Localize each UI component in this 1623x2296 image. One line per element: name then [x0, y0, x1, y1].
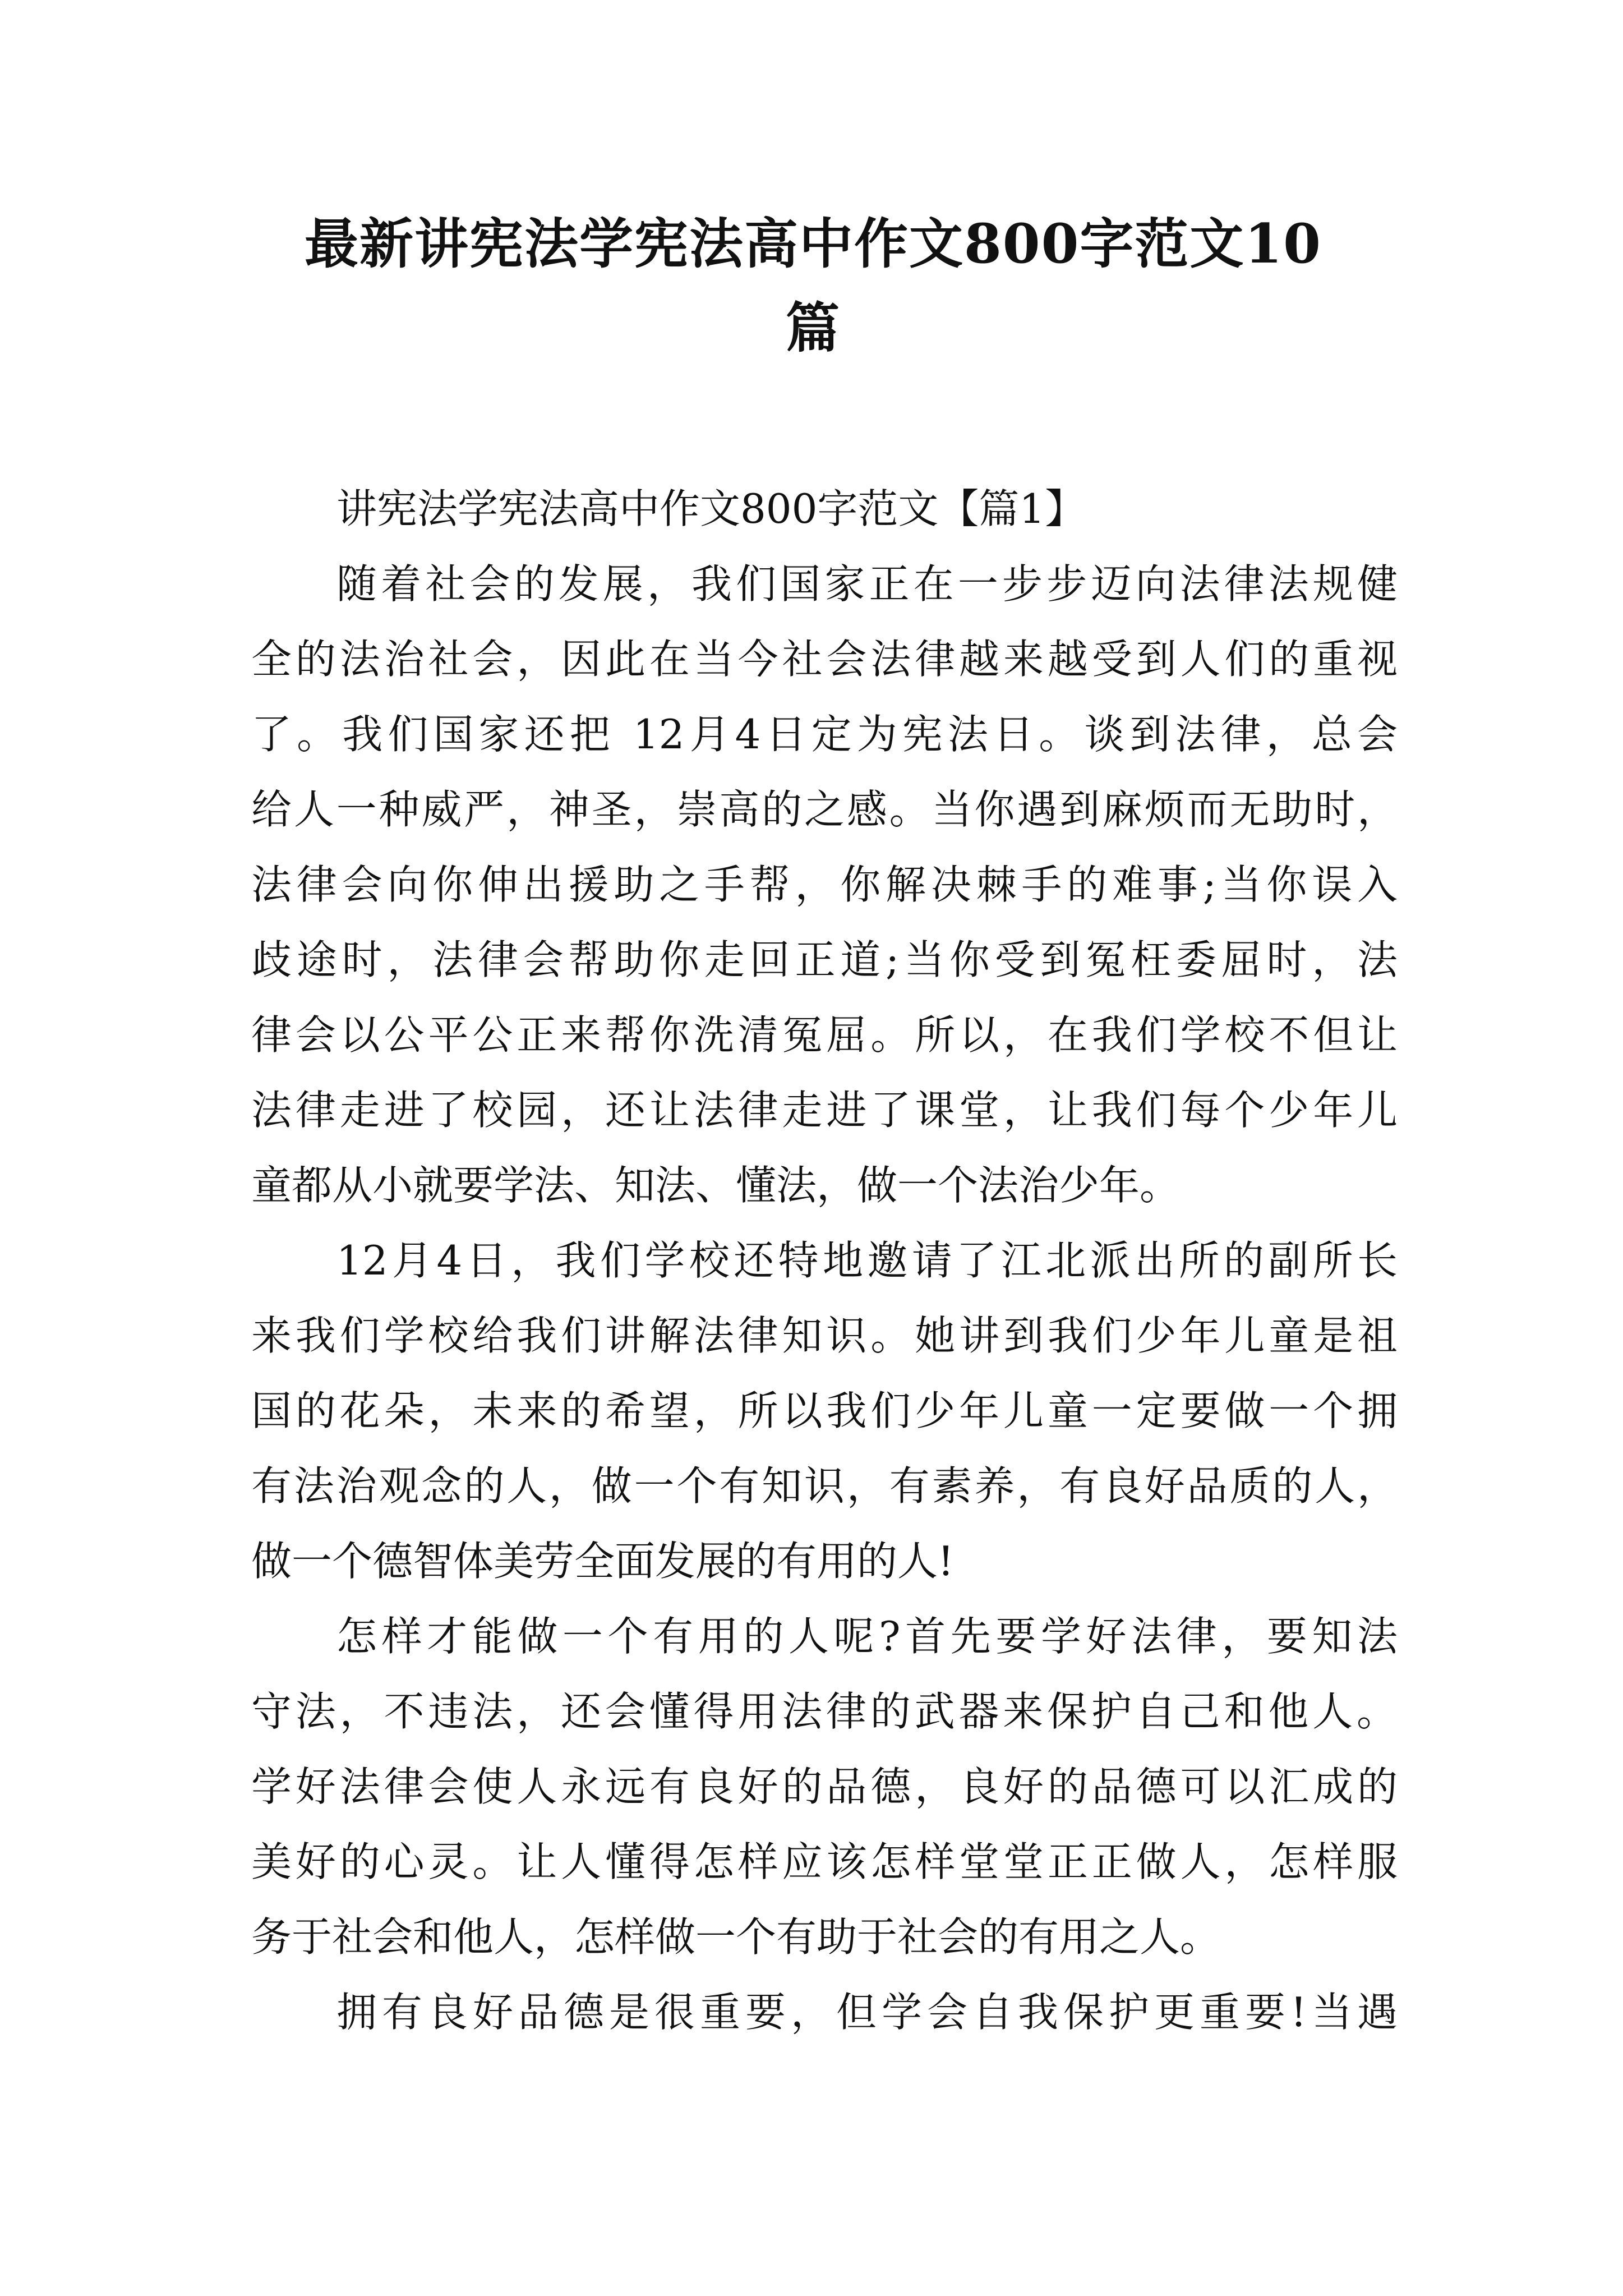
- text-line: 国的花朵，未来的希望，所以我们少年儿童一定要做一个拥: [251, 1387, 1398, 1434]
- text-line: 做一个德智体美劳全面发展的有用的人!: [251, 1538, 954, 1585]
- text-line: 守法，不违法，还会懂得用法律的武器来保护自己和他人。: [251, 1688, 1398, 1735]
- text-line: 学好法律会使人永远有良好的品德，良好的品德可以汇成的: [251, 1763, 1398, 1810]
- document-body: [251, 471, 1398, 2050]
- text-line: 美好的心灵。让人懂得怎样应该怎样堂堂正正做人，怎样服: [251, 1838, 1398, 1885]
- title-line-2: 篇: [786, 296, 841, 360]
- text-line: 律会以公平公正来帮你洗清冤屈。所以，在我们学校不但让: [251, 1011, 1398, 1059]
- text-line: 全的法治社会，因此在当今社会法律越来越受到人们的重视: [251, 636, 1398, 683]
- section-heading: 讲宪法学宪法高中作文800字范文【篇1】: [336, 485, 1086, 532]
- text-line: 怎样才能做一个有用的人呢?首先要学好法律，要知法: [336, 1613, 1398, 1660]
- text-line: 歧途时，法律会帮助你走回正道;当你受到冤枉委屈时，法: [251, 936, 1398, 983]
- text-line: 童都从小就要学法、知法、懂法，做一个法治少年。: [251, 1162, 1181, 1209]
- text-line: 12月4日，我们学校还特地邀请了江北派出所的副所长: [336, 1237, 1398, 1284]
- text-line: 法律会向你伸出援助之手帮，你解决棘手的难事;当你误入: [251, 861, 1398, 908]
- text-line: 有法治观念的人，做一个有知识，有素养，有良好品质的人，: [251, 1462, 1398, 1510]
- text-line: 给人一种威严，神圣，崇高的之感。当你遇到麻烦而无助时，: [251, 786, 1398, 833]
- text-line: 务于社会和他人，怎样做一个有助于社会的有用之人。: [251, 1913, 1221, 1961]
- document-title: [236, 202, 1391, 370]
- text-line: 拥有良好品德是很重要，但学会自我保护更重要!当遇: [336, 1989, 1398, 2036]
- title-line-1: 最新讲宪法学宪法高中作文800字范文10: [305, 212, 1322, 275]
- text-line: 随着社会的发展，我们国家正在一步步迈向法律法规健: [336, 560, 1398, 608]
- text-line: 来我们学校给我们讲解法律知识。她讲到我们少年儿童是祖: [251, 1312, 1398, 1359]
- text-line: 法律走进了校园，还让法律走进了课堂，让我们每个少年儿: [251, 1087, 1398, 1134]
- text-line: 了。我们国家还把 12月4日定为宪法日。谈到法律，总会: [251, 711, 1398, 758]
